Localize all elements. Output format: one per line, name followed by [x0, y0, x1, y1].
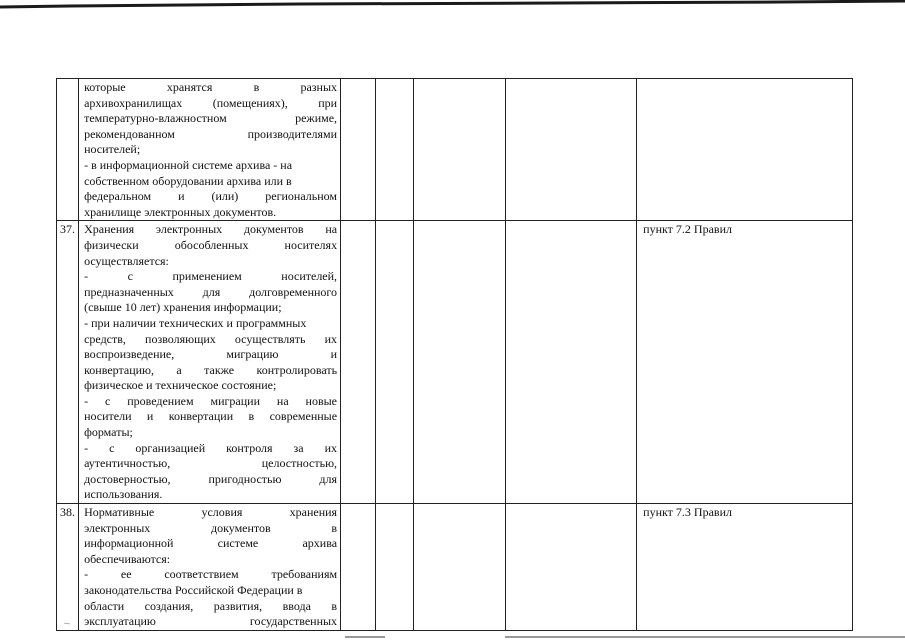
- word: предназначенных: [84, 284, 174, 299]
- word: ввода: [282, 598, 311, 613]
- word: создания,: [144, 598, 194, 613]
- text-line: [84, 222, 337, 238]
- word: хранения: [289, 505, 338, 520]
- word: миграцию: [226, 347, 279, 362]
- empty-cell: [505, 221, 636, 504]
- top-scan-rule: [0, 0, 905, 12]
- word: обособленных: [174, 237, 249, 252]
- word: современные: [269, 409, 338, 424]
- word: Хранения: [84, 222, 135, 237]
- word: организацией: [135, 440, 206, 455]
- text-line: [84, 111, 337, 127]
- word: достоверностью,: [84, 471, 171, 486]
- text-line: [84, 487, 337, 503]
- word: на: [276, 393, 289, 408]
- word: разных: [300, 80, 338, 94]
- text-line: [84, 285, 337, 301]
- word: носителей;: [84, 142, 141, 157]
- text-line: [84, 174, 337, 190]
- word: долговременного: [249, 284, 338, 299]
- word: температурно-влажностном: [84, 111, 227, 126]
- word: государственных: [249, 614, 338, 629]
- word: которые: [84, 80, 126, 94]
- word: режиме,: [295, 111, 338, 126]
- empty-cell: [505, 504, 636, 631]
- word: за: [293, 440, 304, 455]
- empty-cell: [376, 79, 414, 221]
- requirement-text: [79, 504, 341, 631]
- word: - в информационной системе архива - на: [84, 157, 293, 172]
- empty-cell: [505, 79, 636, 221]
- word: требованиям: [271, 567, 338, 582]
- word: области: [84, 598, 125, 613]
- word: -: [84, 269, 89, 284]
- text-line: [84, 189, 337, 205]
- word: с: [109, 440, 115, 455]
- word: конвертации: [168, 409, 234, 424]
- word: собственном оборудовании архива или в: [84, 173, 292, 188]
- text-line: [84, 127, 337, 143]
- word: осуществляется:: [84, 253, 169, 268]
- word: федеральном: [84, 189, 152, 204]
- word: их: [324, 331, 338, 346]
- word: региональном: [265, 189, 338, 204]
- word: в: [248, 409, 255, 424]
- word: документов: [243, 222, 304, 237]
- word: носителях: [284, 237, 338, 252]
- word: законодательства Российской Федерации в: [84, 583, 303, 597]
- word: физическое и техническое состояние;: [84, 378, 277, 393]
- table-row: [57, 504, 853, 631]
- requirement-text: [79, 221, 341, 504]
- reference-cell: пункт 7.3 Правил: [637, 504, 853, 631]
- text-line: [84, 363, 337, 379]
- text-line: [84, 599, 337, 615]
- text-line: [84, 536, 337, 552]
- word: эксплуатацию: [84, 614, 156, 629]
- word: при: [318, 95, 338, 110]
- text-line: [84, 158, 337, 174]
- text-line: [84, 96, 337, 112]
- word: (помещениях),: [212, 95, 288, 110]
- text-line: [84, 254, 337, 270]
- word: условия: [201, 505, 243, 520]
- reference-cell: пункт 7.2 Правил: [637, 221, 853, 504]
- text-line: [84, 300, 337, 316]
- word: в: [331, 598, 338, 613]
- text-line: [84, 316, 337, 332]
- text-line: [84, 567, 337, 583]
- word: воспроизведение,: [84, 347, 175, 362]
- text-line: [84, 441, 337, 457]
- row-number: [57, 79, 79, 221]
- word: в: [331, 520, 338, 535]
- requirements-table: [56, 78, 853, 631]
- word: информационной: [84, 536, 174, 551]
- word: архивохранилищах: [84, 95, 183, 110]
- text-line: [84, 409, 337, 425]
- empty-cell: [376, 504, 414, 631]
- word: обеспечиваются:: [84, 551, 171, 566]
- word: и: [330, 347, 338, 362]
- text-line: [84, 378, 337, 394]
- text-line: [84, 332, 337, 348]
- word: и: [178, 189, 185, 204]
- word: также: [204, 362, 235, 377]
- empty-cell: [414, 221, 505, 504]
- word: носители: [84, 409, 132, 424]
- word: хранятся: [166, 80, 213, 94]
- empty-cell: [414, 79, 505, 221]
- reference-cell: [637, 79, 853, 221]
- empty-cell: [376, 221, 414, 504]
- text-line: [84, 269, 337, 285]
- word: Нормативные: [84, 505, 155, 520]
- requirement-text: [79, 79, 341, 221]
- word: пригодностью: [208, 471, 282, 486]
- word: для: [319, 471, 338, 486]
- word: физически: [84, 237, 139, 252]
- word: с: [104, 393, 111, 408]
- text-line: [84, 456, 337, 472]
- word: хранилище электронных документов.: [84, 204, 277, 219]
- word: для: [202, 284, 221, 299]
- word: рекомендованном: [84, 126, 175, 141]
- table-row: [57, 221, 853, 504]
- row-number: 37.: [57, 221, 79, 504]
- word: новые: [305, 393, 338, 408]
- word: системе: [217, 536, 259, 551]
- word: контроля: [226, 440, 273, 455]
- word: соответствием: [164, 567, 239, 582]
- text-line: [84, 425, 337, 441]
- text-line: [84, 347, 337, 363]
- text-line: [84, 142, 337, 158]
- word: форматы;: [84, 425, 133, 440]
- word: осуществлять: [234, 331, 306, 346]
- word: в: [253, 80, 260, 94]
- word: проведением: [127, 393, 194, 408]
- word: (свыше 10 лет) хранения информации;: [84, 300, 282, 315]
- word: -: [84, 567, 89, 582]
- text-line: [84, 238, 337, 254]
- empty-cell: [414, 504, 505, 631]
- word: конвертацию,: [84, 362, 155, 377]
- word: (или): [211, 189, 239, 204]
- word: контролировать: [256, 362, 338, 377]
- text-line: [84, 394, 337, 410]
- word: средств,: [84, 331, 126, 346]
- row-number: 38.: [57, 504, 79, 631]
- table-row: [57, 79, 853, 221]
- empty-cell: [341, 79, 376, 221]
- text-line: [84, 552, 337, 568]
- empty-cell: [341, 221, 376, 504]
- word: - при наличии технических и программных: [84, 315, 307, 330]
- word: развития,: [213, 598, 263, 613]
- word: а: [176, 362, 182, 377]
- word: позволяющих: [145, 331, 216, 346]
- text-line: [84, 583, 337, 599]
- word: с: [127, 269, 133, 284]
- word: -: [84, 393, 89, 408]
- text-line: [84, 505, 337, 521]
- word: -: [84, 440, 89, 455]
- word: аутентичностью,: [84, 456, 171, 471]
- word: ее: [120, 567, 132, 582]
- text-line: [84, 521, 337, 537]
- bottom-scan-marks: [0, 620, 905, 640]
- word: целостностью,: [261, 456, 338, 471]
- word: и: [146, 409, 154, 424]
- word: электронных: [155, 222, 223, 237]
- text-line: [84, 205, 337, 221]
- word: носителей,: [281, 269, 338, 284]
- empty-cell: [341, 504, 376, 631]
- word: миграции: [210, 393, 260, 408]
- word: на: [325, 222, 338, 237]
- text-line: [84, 472, 337, 488]
- word: их: [324, 440, 338, 455]
- text-line: [84, 80, 337, 96]
- word: документов: [210, 520, 271, 535]
- word: использования.: [84, 487, 163, 502]
- word: архива: [302, 536, 338, 551]
- word: применением: [172, 269, 242, 284]
- word: производителями: [247, 126, 338, 141]
- word: электронных: [84, 520, 151, 535]
